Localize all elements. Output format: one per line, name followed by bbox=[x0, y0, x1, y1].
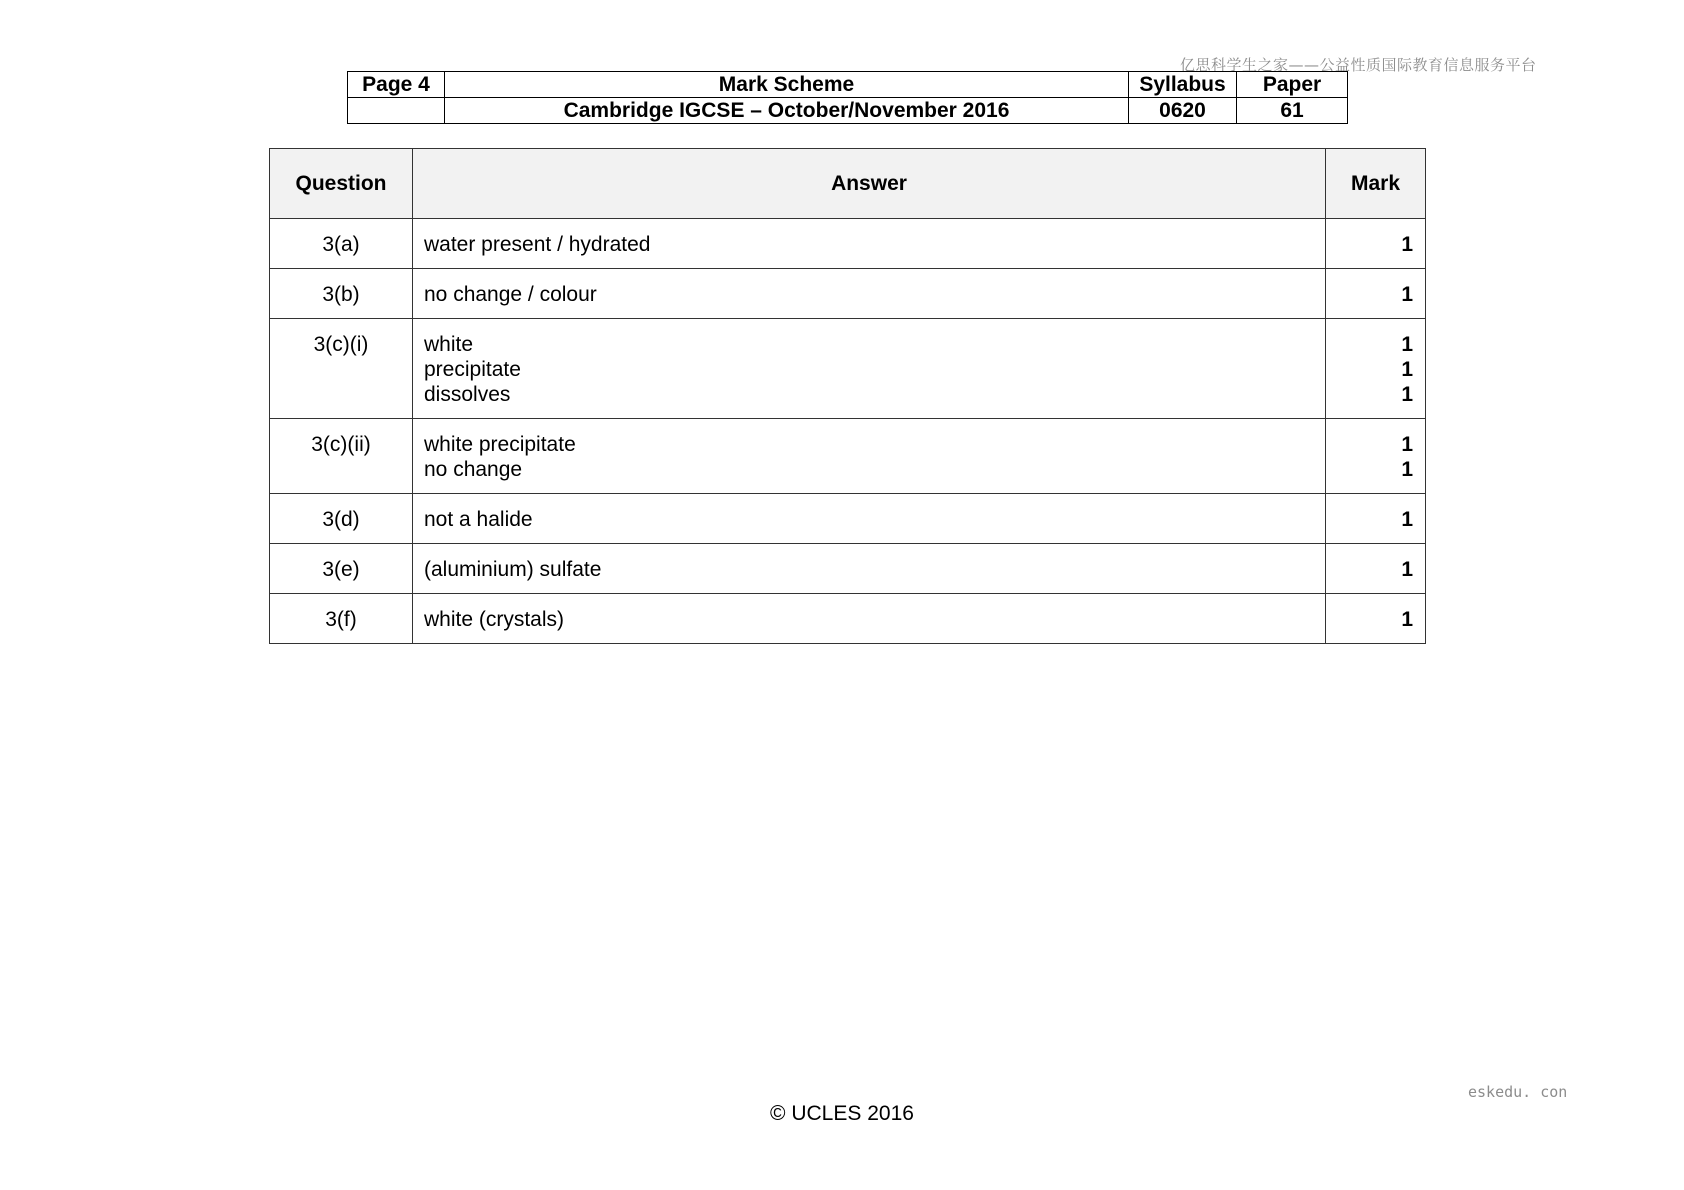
mark-value: 1 bbox=[1401, 358, 1413, 381]
question-cell bbox=[270, 494, 413, 544]
mark-value: 1 bbox=[1401, 608, 1413, 631]
document-header-table bbox=[347, 71, 1348, 124]
answer-line: water present / hydrated bbox=[424, 233, 651, 256]
paper-number: 61 bbox=[1237, 98, 1348, 124]
question-cell bbox=[270, 544, 413, 594]
header-row-1 bbox=[348, 72, 1348, 98]
table-row bbox=[270, 269, 1426, 319]
mark-value: 1 bbox=[1401, 508, 1413, 531]
question-column-header: Question bbox=[270, 149, 413, 219]
document-subtitle: Cambridge IGCSE – October/November 2016 bbox=[445, 98, 1129, 124]
answer-line: dissolves bbox=[424, 383, 511, 406]
question-label: 3(c)(i) bbox=[313, 333, 369, 356]
table-row bbox=[270, 419, 1426, 494]
mark-value: 1 bbox=[1401, 233, 1413, 256]
page-number: Page 4 bbox=[348, 72, 445, 98]
question-label: 3(a) bbox=[322, 233, 360, 256]
answer-line: not a halide bbox=[424, 508, 533, 531]
question-cell bbox=[270, 269, 413, 319]
question-label: 3(e) bbox=[322, 558, 360, 581]
question-label: 3(c)(ii) bbox=[311, 433, 371, 456]
document-title: Mark Scheme bbox=[445, 72, 1129, 98]
table-row bbox=[270, 219, 1426, 269]
answer-line: white (crystals) bbox=[424, 608, 565, 631]
question-cell bbox=[270, 594, 413, 644]
answer-cell bbox=[413, 544, 1326, 594]
header-row-2 bbox=[348, 98, 1348, 124]
mark-scheme-table bbox=[269, 148, 1426, 644]
table-row bbox=[270, 319, 1426, 419]
answer-line: precipitate bbox=[424, 358, 521, 381]
copyright-footer: © UCLES 2016 bbox=[770, 1102, 914, 1125]
syllabus-label: Syllabus bbox=[1129, 72, 1237, 98]
mark-cell bbox=[1326, 419, 1426, 494]
answer-cell bbox=[413, 419, 1326, 494]
table-header-row bbox=[270, 149, 1426, 219]
answer-cell bbox=[413, 219, 1326, 269]
question-label: 3(d) bbox=[322, 508, 360, 531]
answer-line: no change bbox=[424, 458, 523, 481]
mark-cell bbox=[1326, 594, 1426, 644]
syllabus-code: 0620 bbox=[1129, 98, 1237, 124]
question-cell bbox=[270, 219, 413, 269]
question-label: 3(f) bbox=[325, 608, 357, 631]
answer-column-header: Answer bbox=[413, 149, 1326, 219]
answer-cell bbox=[413, 319, 1326, 419]
mark-cell bbox=[1326, 219, 1426, 269]
mark-cell bbox=[1326, 494, 1426, 544]
mark-value: 1 bbox=[1401, 433, 1413, 456]
empty-header-cell bbox=[348, 98, 445, 124]
question-cell bbox=[270, 319, 413, 419]
mark-cell bbox=[1326, 319, 1426, 419]
mark-value: 1 bbox=[1401, 558, 1413, 581]
answer-line: white bbox=[424, 333, 474, 356]
watermark-bottom-text: eskedu. con bbox=[1468, 1083, 1568, 1101]
answer-line: no change / colour bbox=[424, 283, 597, 306]
watermark-top-text: 亿思科学生之家——公益性质国际教育信息服务平台 bbox=[1180, 56, 1537, 74]
mark-column-header: Mark bbox=[1326, 149, 1426, 219]
table-row bbox=[270, 594, 1426, 644]
answer-cell bbox=[413, 594, 1326, 644]
table-row bbox=[270, 494, 1426, 544]
answer-line: white precipitate bbox=[424, 433, 576, 456]
question-label: 3(b) bbox=[322, 283, 360, 306]
mark-value: 1 bbox=[1401, 333, 1413, 356]
mark-cell bbox=[1326, 544, 1426, 594]
mark-cell bbox=[1326, 269, 1426, 319]
paper-label: Paper bbox=[1237, 72, 1348, 98]
answer-cell bbox=[413, 269, 1326, 319]
mark-value: 1 bbox=[1401, 458, 1413, 481]
table-row bbox=[270, 544, 1426, 594]
mark-value: 1 bbox=[1401, 383, 1413, 406]
question-cell bbox=[270, 419, 413, 494]
answer-cell bbox=[413, 494, 1326, 544]
answer-line: (aluminium) sulfate bbox=[424, 558, 602, 581]
mark-value: 1 bbox=[1401, 283, 1413, 306]
